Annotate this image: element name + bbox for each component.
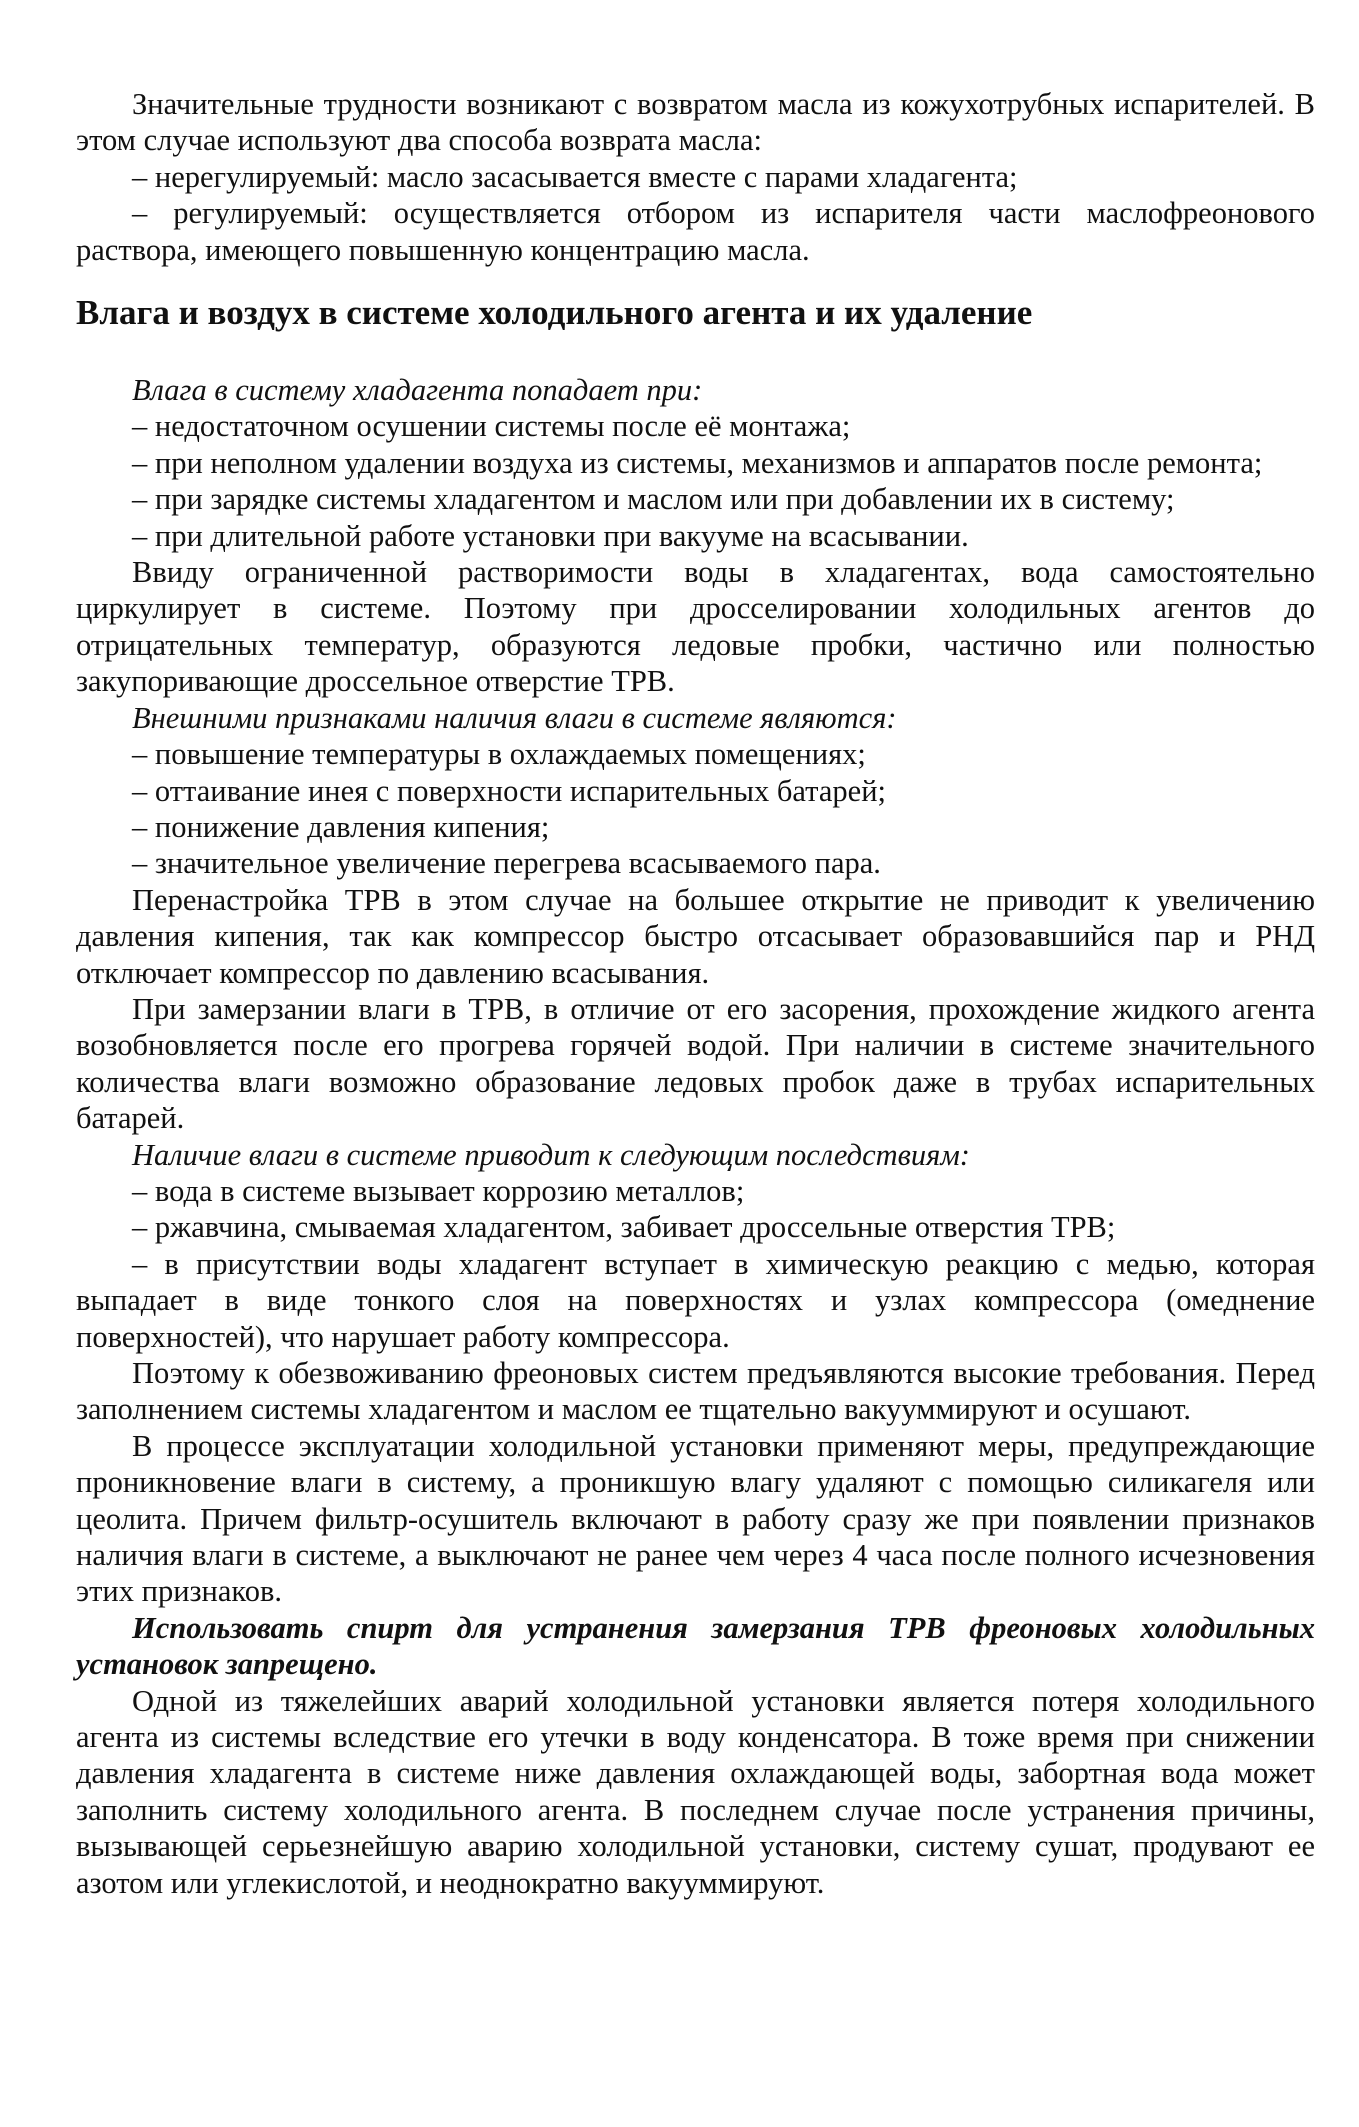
paragraph-filter-dryer: В процессе эксплуатации холодильной установки применяют меры, предупреждающие проникновение влаги в систему, а проникшую влагу удаляют с помощью силикагеля или цеолита. Причем фильтр-осушитель включают в работу сразу же при появлении признаков наличия влаги в системе, а выключают не ранее чем через 4 часа после полного исчезновения этих признаков. <box>76 1428 1315 1609</box>
list-item: – при зарядке системы хладагентом и маслом или при добавлении их в систему; <box>132 482 1175 517</box>
paragraph-trv-freezing: При замерзании влаги в ТРВ, в отличие от его засорения, прохождение жидкого агента возобновляется после его прогрева горячей водой. При наличии в системе значительного количества влаги возможно образование ледовых пробок даже в трубах испарительных батарей. <box>76 991 1315 1136</box>
list-item: – ржавчина, смываемая хладагентом, забивает дроссельные отверстия ТРВ; <box>132 1210 1116 1245</box>
subheading-moisture-sources: Влага в систему хладагента попадает при: <box>132 373 703 408</box>
list-item-regulated: – регулируемый: осуществляется отбором из испарителя части маслофреонового раствора, имеющего повышенную концентрацию масла. <box>76 196 1315 267</box>
list-item: – вода в системе вызывает коррозию металлов; <box>132 1173 745 1208</box>
list-item: – значительное увеличение перегрева всасываемого пара. <box>132 846 881 881</box>
list-item: – в присутствии воды хладагент вступает в химическую реакцию с медью, которая выпадает в виде тонкого слоя на поверхностях и узлах компрессора (омеднение поверхностей), что нарушает работу компрессора. <box>76 1246 1315 1354</box>
paragraph-dehydration: Поэтому к обезвоживанию фреоновых систем предъявляются высокие требования. Перед заполнением системы хладагентом и маслом ее тщательно вакууммируют и осушают. <box>76 1356 1315 1427</box>
list-item: – повышение температуры в охлаждаемых помещениях; <box>132 737 866 772</box>
paragraph-trv-readjust: Перенастройка ТРВ в этом случае на большее открытие не приводит к увеличению давления кипения, так как компрессор быстро отсасывает образовавшийся пар и РНД отключает компрессор по давлению всасывания. <box>76 882 1315 990</box>
paragraph-oil-return-intro: Значительные трудности возникают с возвратом масла из кожухотрубных испарителей. В этом случае используют два способа возврата масла: <box>76 87 1315 158</box>
warning-alcohol-prohibited: Использовать спирт для устранения замерзания ТРВ фреоновых холодильных установок запрещено. <box>76 1610 1315 1682</box>
paragraph-ice-plugs: Ввиду ограниченной растворимости воды в хладагентах, вода самостоятельно циркулирует в системе. Поэтому при дросселировании холодильных агентов до отрицательных температур, образуются ледовые пробки, частично или полностью закупоривающие дроссельное отверстие ТРВ. <box>76 555 1315 699</box>
subheading-consequences: Наличие влаги в системе приводит к следующим последствиям: <box>132 1137 970 1172</box>
list-item-unregulated: – нерегулируемый: масло засасывается вместе с парами хладагента; <box>132 159 1018 194</box>
list-item: – недостаточном осушении системы после её монтажа; <box>132 409 851 444</box>
list-item: – при неполном удалении воздуха из системы, механизмов и аппаратов после ремонта; <box>132 445 1263 480</box>
section-heading: Влага и воздух в системе холодильного агента и их удаление <box>76 293 1033 333</box>
list-item: – при длительной работе установки при вакууме на всасывании. <box>132 518 969 553</box>
paragraph-refrigerant-loss: Одной из тяжелейших аварий холодильной установки является потеря холодильного агента из системы вследствие его утечки в воду конденсатора. В тоже время при снижении давления хладагента в системе ниже давления охлаждающей воды, забортная вода может заполнить систему холодильного агента. В последнем случае после устранения причины, вызывающей серьезнейшую аварию холодильной установки, систему сушат, продувают ее азотом или углекислотой, и неоднократно вакууммируют. <box>76 1683 1315 1900</box>
subheading-external-signs: Внешними признаками наличия влаги в системе являются: <box>132 700 897 735</box>
list-item: – оттаивание инея с поверхности испарительных батарей; <box>132 773 886 808</box>
list-item: – понижение давления кипения; <box>132 809 550 844</box>
